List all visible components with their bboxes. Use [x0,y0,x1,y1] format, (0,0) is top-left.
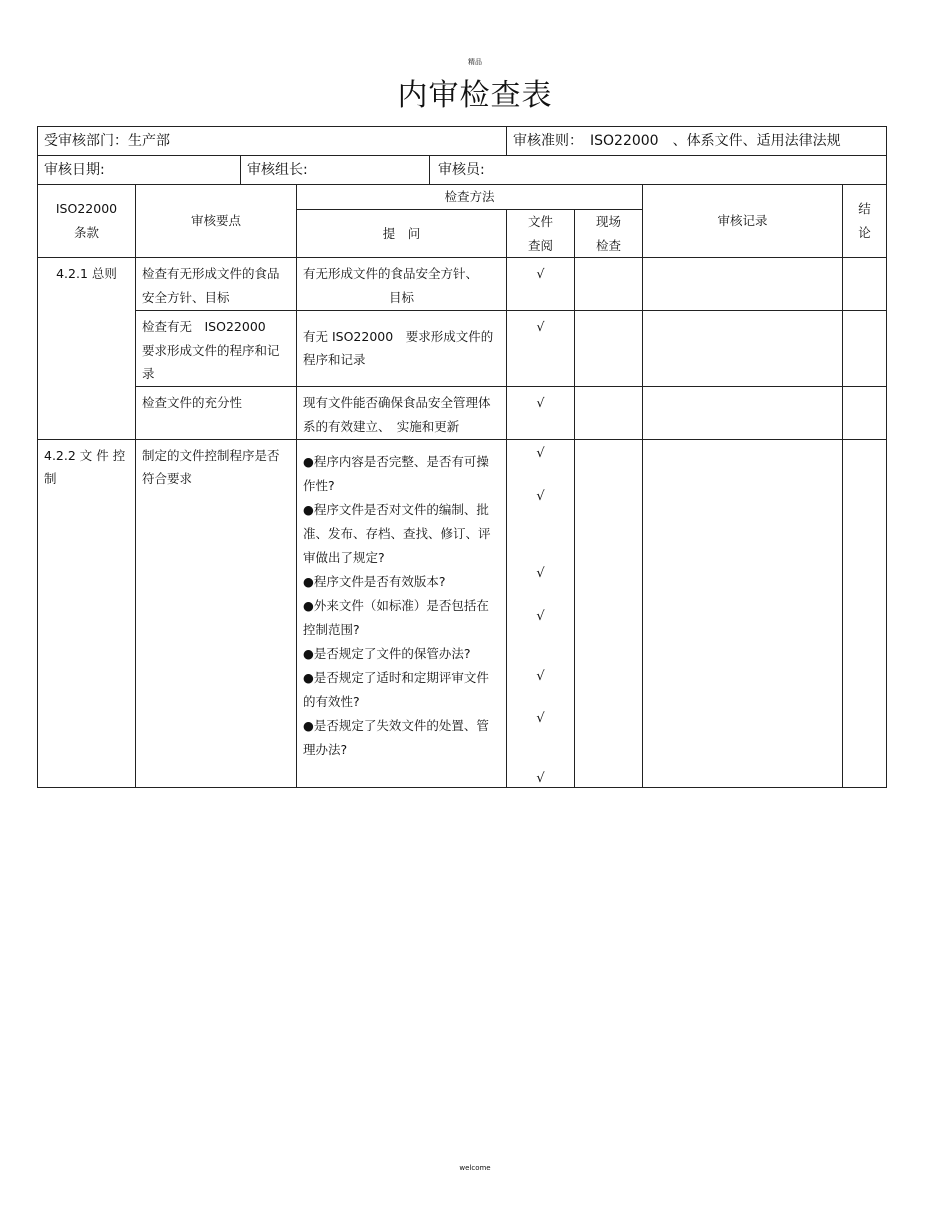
audit-point: 检查有无形成文件的食品安全方针、目标 [136,258,297,311]
doc-check-mark: √ [536,668,545,684]
audit-point: 检查有无 ISO22000 要求形成文件的程序和记录 [136,310,297,386]
site-check-cell [575,258,643,311]
question-item: ●是否规定了失效文件的处置、管理办法? [303,717,489,757]
info-row-2 [38,156,887,185]
table-row [38,439,887,787]
audit-point: 制定的文件控制程序是否符合要求 [136,439,297,787]
record-cell [643,439,843,787]
footer-watermark: welcome [459,1164,491,1172]
record-cell [643,258,843,311]
doc-check-mark: √ [507,310,575,386]
header-audit-points: 审核要点 [136,185,297,258]
question-cell: 有无 ISO22000 要求形成文件的程序和记录 [297,310,507,386]
audit-point: 检查文件的充分性 [136,387,297,440]
site-check-cell [575,310,643,386]
page-title: 内审检查表 [397,78,553,113]
question-item: ●是否规定了文件的保管办法? [303,645,471,661]
question-item: ●外来文件（如标准）是否包括在控制范围? [303,597,489,637]
question-item: ●是否规定了适时和定期评审文件的有效性? [303,669,489,709]
header-question: 提 问 [297,209,507,258]
conclusion-cell [843,258,887,311]
doc-check-mark: √ [536,488,545,504]
doc-check-mark: √ [536,445,545,461]
header-audit-record: 审核记录 [643,185,843,258]
question-list [297,439,507,787]
header-conclusion: 结 论 [843,185,887,258]
auditor: 审核员: [438,161,485,178]
audit-date: 审核日期: [38,156,241,184]
conclusion-cell [843,387,887,440]
header-check-method: 检查方法 [297,185,643,210]
doc-check-mark: √ [536,770,545,786]
doc-check-mark: √ [536,565,545,581]
header-site-check: 现场 检查 [575,209,643,258]
header-clause: ISO22000 条款 [38,185,136,258]
record-cell [643,310,843,386]
question-item: ●程序内容是否完整、是否有可操作性? [303,453,489,493]
clause-cell: 4.2.2 文 件 控 制 [38,439,136,787]
table-row [38,387,887,440]
question-cell: 有无形成文件的食品安全方针、 目标 [297,258,507,311]
table-row [38,310,887,386]
audit-team-leader: 审核组长: [241,156,430,184]
header-doc-review: 文件 查阅 [507,209,575,258]
question-cell: 现有文件能否确保食品安全管理体系的有效建立、 实施和更新 [297,387,507,440]
audit-criteria: 审核准则： ISO22000 、体系文件、适用法律法规 [507,127,887,156]
site-check-cell [575,387,643,440]
doc-check-mark: √ [507,258,575,311]
audit-checklist-table [37,126,887,788]
doc-check-mark: √ [536,710,545,726]
conclusion-cell [843,439,887,787]
header-row-1 [38,185,887,210]
record-cell [643,387,843,440]
doc-check-mark: √ [536,608,545,624]
info-row-1 [38,127,887,156]
clause-cell: 4.2.1 总则 [38,258,136,439]
table-row [38,258,887,311]
header-watermark: 精品 [468,58,482,66]
question-item: ●程序文件是否有效版本? [303,573,446,589]
doc-check-mark: √ [507,387,575,440]
site-check-cell [575,439,643,787]
audited-department: 受审核部门：生产部 [38,127,507,156]
doc-check-column [507,439,575,787]
question-item: ●程序文件是否对文件的编制、批准、发布、存档、查找、修订、评审做出了规定? [303,501,491,565]
conclusion-cell [843,310,887,386]
